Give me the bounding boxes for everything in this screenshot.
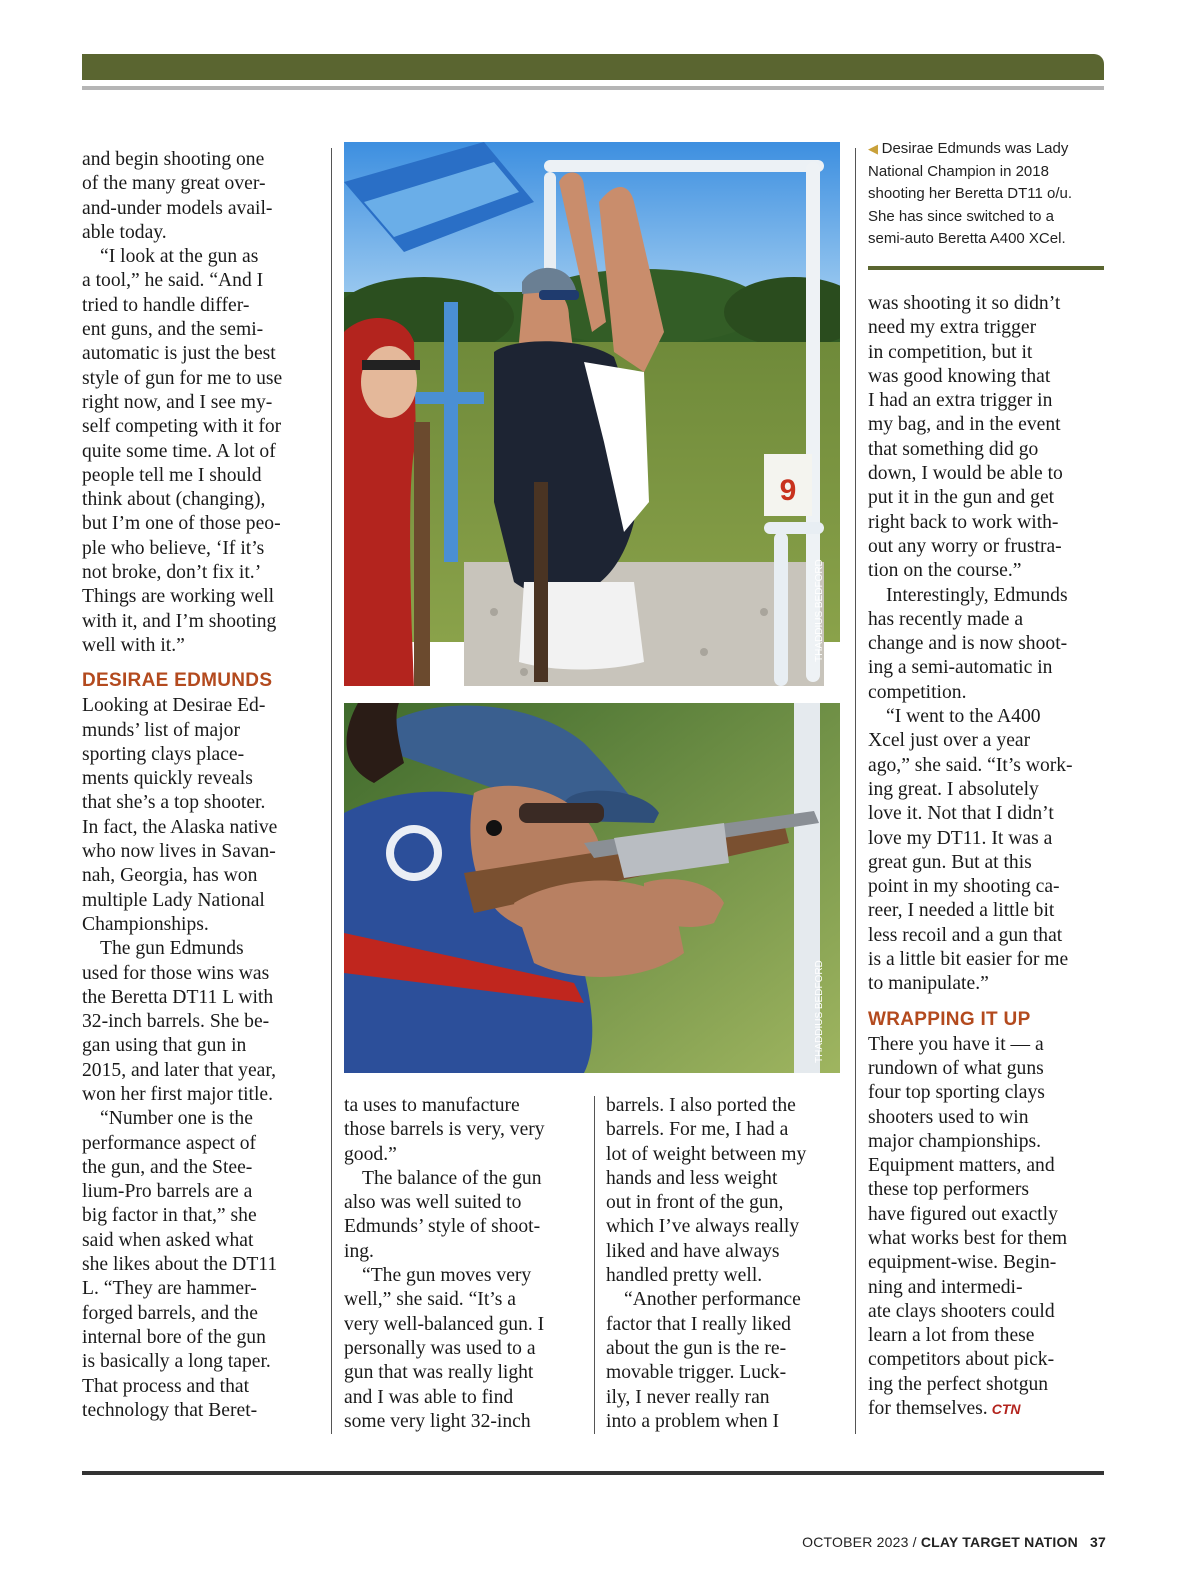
text-line: out in front of the gun, [606, 1192, 784, 1214]
photo-caption [868, 138, 1104, 251]
text-line: change and is now shoot- [868, 633, 1068, 655]
station-number: 9 [779, 474, 797, 507]
text-line: quite some time. A lot of [82, 440, 276, 462]
text-line: out any worry or frustra- [868, 535, 1062, 557]
col2-para2 [344, 1167, 584, 1264]
text-line: which I’ve always really [606, 1216, 800, 1238]
text-line: the gun, and the Stee- [82, 1156, 253, 1178]
text-line: forged barrels, and the [82, 1302, 258, 1324]
text-line: lot of weight between my [606, 1143, 807, 1165]
text-line: Edmunds’ style of shoot- [344, 1216, 541, 1238]
col4-para3 [868, 705, 1106, 997]
text-line: movable trigger. Luck- [606, 1362, 787, 1384]
text-line: I had an extra trigger in [868, 390, 1053, 412]
text-line: point in my shooting ca- [868, 876, 1060, 898]
col1-para3 [82, 694, 320, 937]
col1-para1 [82, 148, 320, 245]
text-line: gun that was really light [344, 1362, 534, 1384]
text-line: tion on the course.” [868, 560, 1022, 582]
text-line: equipment-wise. Begin- [868, 1252, 1057, 1274]
text-line: those barrels is very, very [344, 1119, 545, 1141]
text-line: love it. Not that I didn’t [868, 803, 1054, 825]
text-line: who now lives in Savan- [82, 841, 276, 863]
caption-text [868, 138, 1104, 251]
text-line: with it, and I’m shooting [82, 610, 277, 632]
text-line: ate clays shooters could [868, 1300, 1055, 1322]
text-line: about the gun is the re- [606, 1337, 787, 1359]
text-line: love my DT11. It was a [868, 827, 1053, 849]
text-line: competition. [868, 681, 967, 703]
text-line: ◀ Desirae Edmunds was Lady [868, 140, 1069, 157]
photo-desirae-aiming-art [344, 703, 840, 1073]
photo-desirae-aiming [344, 703, 840, 1073]
section-heading-wrapping: WRAPPING IT UP [868, 1008, 1031, 1030]
text-line: “I went to the A400 [886, 706, 1041, 728]
text-line: The gun Edmunds [100, 938, 244, 960]
text-line: “Number one is the [100, 1108, 253, 1130]
text-line: won her first major title. [82, 1083, 273, 1105]
column-4 [868, 292, 1106, 1421]
header-color-bar [82, 54, 1104, 80]
column-2 [344, 1094, 584, 1434]
text-line: ning and intermedi- [868, 1276, 1023, 1298]
text-line: big factor in that,” she [82, 1205, 257, 1227]
text-line: that she’s a top shooter. [82, 792, 266, 814]
text-line: ing great. I absolutely [868, 778, 1039, 800]
text-line: ing. [344, 1240, 374, 1262]
text-line: able today. [82, 221, 167, 243]
text-line: ing the perfect shotgun [868, 1373, 1049, 1395]
text-line: “I look at the gun as [100, 246, 259, 268]
caption-arrow-icon: ◀ [868, 141, 882, 156]
col1-para2 [82, 245, 320, 658]
text-line: ing a semi-automatic in [868, 657, 1053, 679]
text-line: that something did go [868, 438, 1039, 460]
col3-para1 [606, 1094, 846, 1288]
col4-para2 [868, 584, 1106, 705]
text-line: self competing with it for [82, 416, 282, 438]
text-line: very well-balanced gun. I [344, 1313, 545, 1335]
text-line: barrels. I also ported the [606, 1095, 796, 1116]
text-line: liked and have always [606, 1240, 780, 1262]
text-line: lium-Pro barrels are a [82, 1181, 253, 1203]
text-line: performance aspect of [82, 1132, 257, 1154]
text-line: shooting her Beretta DT11 o/u. [868, 185, 1073, 202]
col2-para3 [344, 1264, 584, 1434]
text-line: National Champion in 2018 [868, 162, 1049, 180]
page-number: 37 [1090, 1534, 1106, 1550]
text-line: to manipulate.” [868, 973, 989, 995]
text-line: That process and that [82, 1375, 250, 1397]
photo-credit-2: THADDIUS BEDFORD [814, 960, 825, 1063]
text-line: hands and less weight [606, 1167, 778, 1189]
footer-magazine: CLAY TARGET NATION [920, 1534, 1078, 1550]
text-line: great gun. But at this [868, 851, 1032, 873]
column-1 [82, 148, 320, 1423]
column-divider-1 [331, 148, 332, 1434]
text-line: She has since switched to a [868, 207, 1054, 225]
text-line: “Another performance [624, 1289, 801, 1311]
header-gray-rule [82, 86, 1104, 90]
ctn-end-mark: CTN [991, 1401, 1021, 1418]
column-3 [606, 1094, 846, 1434]
text-line: nah, Georgia, has won [82, 865, 258, 887]
text-line: personally was used to a [344, 1337, 536, 1359]
text-line: L. “They are hammer- [82, 1278, 257, 1300]
text-line: ent guns, and the semi- [82, 319, 264, 341]
text-line: ple who believe, ‘If it’s [82, 537, 265, 559]
page-footer [802, 1534, 1106, 1550]
text-line: my bag, and in the event [868, 414, 1061, 436]
text-line: was good knowing that [868, 365, 1051, 387]
text-line: less recoil and a gun that [868, 924, 1063, 946]
text-line: semi-auto Beretta A400 XCel. [868, 230, 1066, 247]
text-line: used for those wins was [82, 962, 270, 984]
text-line: said when asked what [82, 1229, 254, 1251]
text-line: munds’ list of major [82, 719, 241, 741]
text-line: is a little bit easier for me [868, 949, 1069, 971]
text-line: well,” she said. “It’s a [344, 1289, 516, 1311]
text-line: is basically a long taper. [82, 1351, 271, 1373]
text-line: competitors about pick- [868, 1349, 1055, 1371]
text-line: learn a lot from these [868, 1325, 1035, 1347]
text-line: There you have it — a [868, 1033, 1044, 1055]
text-line: well with it.” [82, 634, 185, 656]
text-line: The balance of the gun [362, 1167, 542, 1189]
text-line: style of gun for me to use [82, 367, 283, 389]
text-line: have figured out exactly [868, 1203, 1058, 1225]
text-line: tried to handle differ- [82, 294, 250, 316]
column-divider-2 [594, 1096, 595, 1434]
text-line: right now, and I see my- [82, 391, 273, 413]
col2-para1 [344, 1094, 584, 1167]
text-line: Things are working well [82, 586, 275, 608]
text-line: Championships. [82, 913, 209, 935]
text-line: In fact, the Alaska native [82, 816, 278, 838]
text-line: handled pretty well. [606, 1265, 763, 1287]
text-line: barrels. For me, I had a [606, 1119, 789, 1141]
photo-desirae-high-five [344, 142, 840, 686]
text-line: good.” [344, 1143, 397, 1165]
photo-desirae-high-five-art [344, 142, 840, 686]
text-line: sporting clays place- [82, 743, 245, 765]
text-line: has recently made a [868, 608, 1024, 630]
caption-rule [868, 266, 1104, 270]
text-line: these top performers [868, 1179, 1030, 1201]
text-line: Looking at Desirae Ed- [82, 695, 266, 717]
text-line: rundown of what guns [868, 1057, 1044, 1079]
text-line: 2015, and later that year, [82, 1059, 276, 1081]
text-line: a tool,” he said. “And I [82, 270, 264, 292]
text-line: Equipment matters, and [868, 1155, 1055, 1177]
text-line: multiple Lady National [82, 889, 265, 911]
text-line: gan using that gun in [82, 1035, 247, 1057]
text-line: reer, I needed a little bit [868, 900, 1055, 922]
text-line: the Beretta DT11 L with [82, 986, 274, 1008]
text-line: some very light 32-inch [344, 1410, 531, 1432]
photo-credit-1: THADDIUS BEDFORD [814, 559, 825, 662]
text-line: but I’m one of those peo- [82, 513, 281, 535]
text-line: right back to work with- [868, 511, 1059, 533]
text-line: put it in the gun and get [868, 487, 1055, 509]
text-line: what works best for them [868, 1227, 1068, 1249]
col3-para2 [606, 1288, 846, 1434]
text-line: for themselves. CTN [868, 1398, 1021, 1420]
text-line: Xcel just over a year [868, 730, 1031, 752]
text-line: also was well suited to [344, 1192, 522, 1214]
text-line: in competition, but it [868, 341, 1033, 363]
text-line: Interestingly, Edmunds [886, 584, 1068, 606]
text-line: internal bore of the gun [82, 1326, 266, 1348]
footer-date: OCTOBER 2023 / [802, 1534, 917, 1550]
text-line: people tell me I should [82, 464, 262, 486]
text-line: automatic is just the best [82, 343, 276, 365]
text-line: major championships. [868, 1130, 1042, 1152]
text-line: 32-inch barrels. She be- [82, 1011, 270, 1033]
text-line: she likes about the DT11 [82, 1254, 278, 1276]
text-line: and I was able to find [344, 1386, 514, 1408]
text-line: technology that Beret- [82, 1399, 258, 1421]
text-line: factor that I really liked [606, 1313, 791, 1335]
text-line: ments quickly reveals [82, 768, 253, 790]
text-line: shooters used to win [868, 1106, 1029, 1128]
text-line: was shooting it so didn’t [868, 293, 1061, 314]
col4-para4 [868, 1033, 1106, 1422]
footer-rule [82, 1471, 1104, 1475]
text-line: down, I would be able to [868, 463, 1063, 485]
text-line: ta uses to manufacture [344, 1095, 520, 1116]
section-heading-desirae: DESIRAE EDMUNDS [82, 670, 273, 692]
column-divider-3 [855, 148, 856, 1434]
text-line: and begin shooting one [82, 149, 265, 170]
text-line: of the many great over- [82, 173, 266, 195]
text-line: ago,” she said. “It’s work- [868, 754, 1073, 776]
col1-para5 [82, 1107, 320, 1423]
text-line: “The gun moves very [362, 1265, 532, 1287]
text-line: not broke, don’t fix it.’ [82, 562, 262, 584]
col1-para4 [82, 937, 320, 1107]
text-line: and-under models avail- [82, 197, 273, 219]
text-line: think about (changing), [82, 489, 266, 511]
text-line: into a problem when I [606, 1410, 780, 1432]
col4-para1 [868, 292, 1106, 584]
text-line: ily, I never really ran [606, 1386, 770, 1408]
text-line: need my extra trigger [868, 317, 1037, 339]
text-line: four top sporting clays [868, 1082, 1045, 1104]
